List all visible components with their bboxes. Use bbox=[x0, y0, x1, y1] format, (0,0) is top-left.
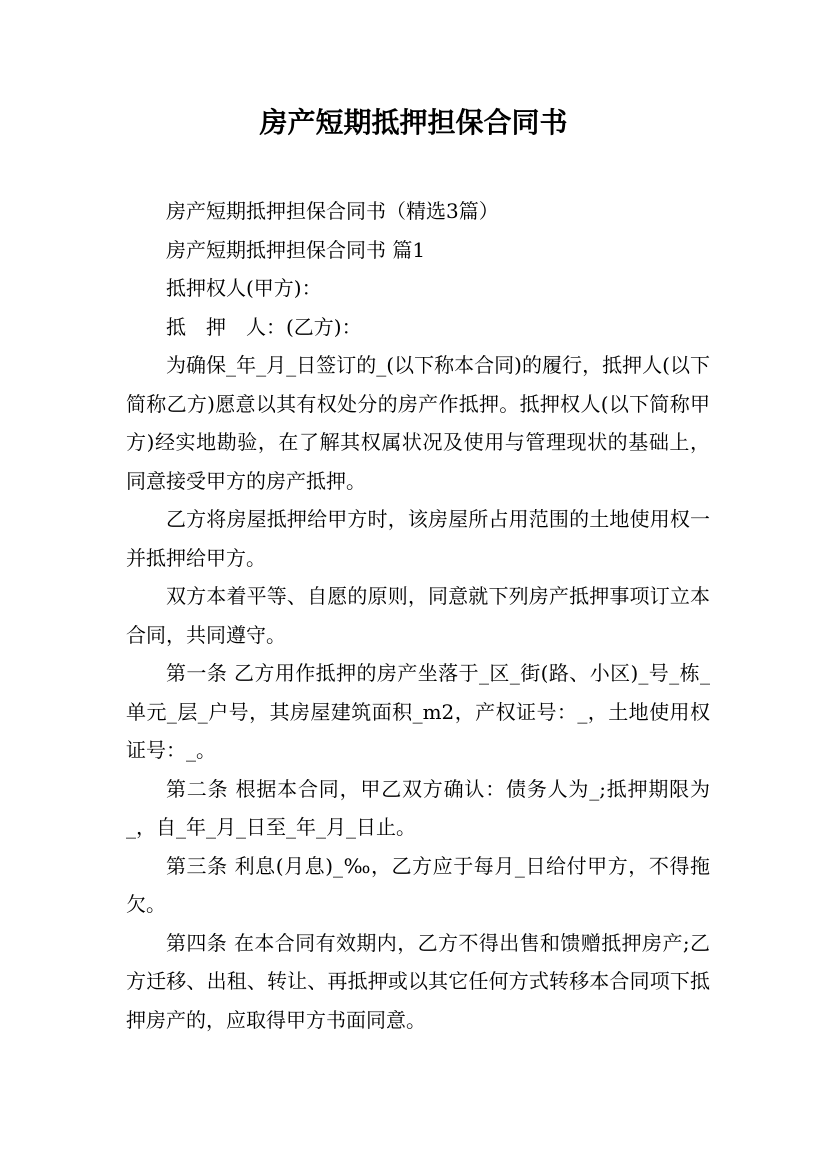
paragraph-subtitle: 房产短期抵押担保合同书（精选3篇） bbox=[166, 199, 499, 223]
paragraph-article-1: 第一条 乙方用作抵押的房产坐落于_区_街(路、小区)_号_栋_单元_层_户号，其房屋建筑面积_m2，产权证号：_，土地使用权证号：_。 bbox=[126, 661, 710, 762]
paragraph-section-heading: 房产短期抵押担保合同书 篇1 bbox=[166, 237, 426, 262]
paragraph-article-2: 第二条 根据本合同，甲乙双方确认：债务人为_;抵押期限为_，自_年_月_日至_年_月_日止。 bbox=[126, 776, 710, 839]
paragraph-land-use: 乙方将房屋抵押给甲方时，该房屋所占用范围的土地使用权一并抵押给甲方。 bbox=[126, 507, 710, 570]
paragraph-preamble: 为确保_年_月_日签订的_(以下称本合同)的履行，抵押人(以下简称乙方)愿意以其有权处分的房产作抵押。抵押权人(以下简称甲方)经实地勘验，在了解其权属状况及使用与管理现状的基础上，同意接受甲方的房产抵押。 bbox=[126, 353, 710, 493]
document-body bbox=[126, 192, 710, 1039]
paragraph-party-b: 抵 押 人：(乙方)： bbox=[166, 314, 362, 339]
paragraph-article-4: 第四条 在本合同有效期内，乙方不得出售和馈赠抵押房产;乙方迁移、出租、转让、再抵押或以其它任何方式转移本合同项下抵押房产的，应取得甲方书面同意。 bbox=[126, 930, 710, 1032]
paragraph-party-a: 抵押权人(甲方)： bbox=[166, 276, 322, 300]
paragraph-article-3: 第三条 利息(月息)_‰，乙方应于每月_日给付甲方，不得拖欠。 bbox=[126, 853, 710, 916]
document-title: 房产短期抵押担保合同书 bbox=[259, 106, 568, 139]
paragraph-principle: 双方本着平等、自愿的原则，同意就下列房产抵押事项订立本合同，共同遵守。 bbox=[126, 584, 710, 647]
